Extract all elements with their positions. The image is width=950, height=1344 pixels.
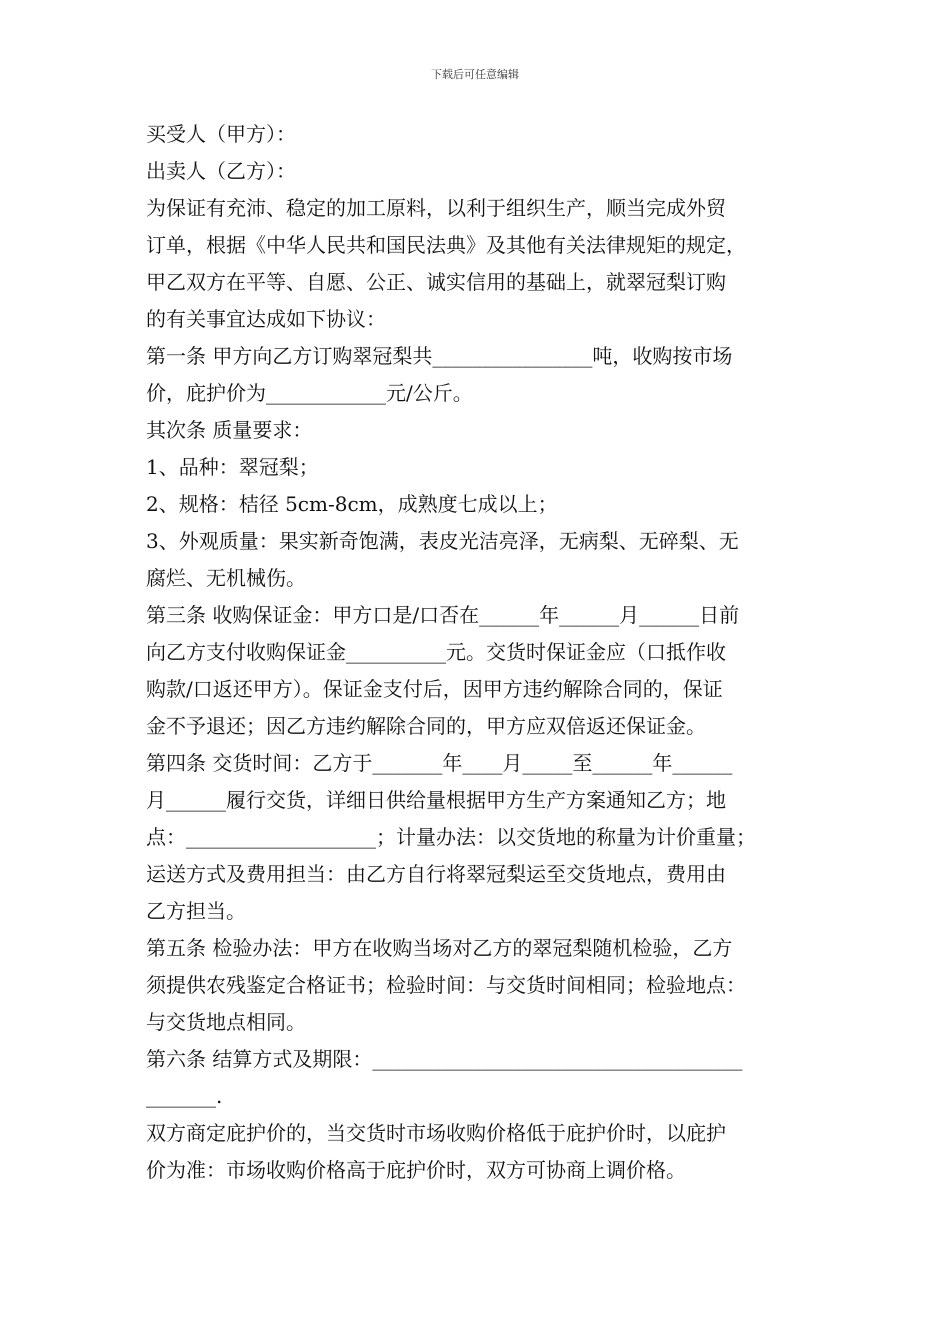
preamble-line: 为保证有充沛、稳定的加工原料，以利于组织生产，顺当完成外贸 (146, 196, 726, 220)
preamble-line: 的有关事宜达成如下协议： (146, 307, 386, 331)
document-body (146, 116, 836, 1189)
article-4-line: 乙方担当。 (146, 899, 246, 923)
article-5-line: 须提供农残鉴定合格证书；检验时间：与交货时间相同；检验地点： (146, 973, 746, 997)
article-4-line: 月______履行交货，详细日供给量根据甲方生产方案通知乙方；地 (146, 788, 726, 812)
article-2-item: 3、外观质量：果实新奇饱满，表皮光洁亮泽，无病梨、无碎梨、无 (146, 529, 739, 553)
article-6-line: 第六条 结算方式及期限：_____________________________________ (146, 1047, 743, 1071)
article-5-line: 与交货地点相同。 (146, 1010, 306, 1034)
article-1-line: 价，庇护价为____________元/公斤。 (146, 381, 473, 405)
article-4-line: 点：___________________；计量办法：以交货地的称量为计价重量； (146, 825, 756, 849)
article-2-item: 2、规格：桔径 5cm-8cm，成熟度七成以上； (146, 492, 558, 516)
preamble-line: 订单，根据《中华人民共和国民法典》及其他有关法律规矩的规定， (146, 233, 746, 257)
article-3-line: 第三条 收购保证金：甲方口是/口否在______年______月______日前 (146, 603, 740, 627)
article-6-line: _______. (146, 1084, 223, 1108)
article-3-line: 向乙方支付收购保证金__________元。交货时保证金应（口抵作收 (146, 640, 726, 664)
seller-line: 出卖人（乙方）： (146, 159, 296, 183)
buyer-line: 买受人（甲方）： (146, 122, 296, 146)
article-4-line: 运送方式及费用担当：由乙方自行将翠冠梨运至交货地点，费用由 (146, 862, 726, 886)
article-4-line: 第四条 交货时间：乙方于_______年____月_____至______年______ (146, 751, 733, 775)
article-3-line: 购款/口返还甲方）。保证金支付后，因甲方违约解除合同的，保证 (146, 677, 723, 701)
article-5-line: 第五条 检验办法：甲方在收购当场对乙方的翠冠梨随机检验，乙方 (146, 936, 733, 960)
article-2-item: 1、品种：翠冠梨； (146, 455, 319, 479)
page-header: 下载后可任意编辑 (431, 68, 519, 81)
article-1-line: 第一条 甲方向乙方订购翠冠梨共________________吨，收购按市场 (146, 344, 733, 368)
article-3-line: 金不予退还；因乙方违约解除合同的，甲方应双倍返还保证金。 (146, 714, 706, 738)
price-protection-line: 价为准：市场收购价格高于庇护价时，双方可协商上调价格。 (146, 1158, 686, 1182)
article-2-heading: 其次条 质量要求： (146, 418, 313, 442)
price-protection-line: 双方商定庇护价的，当交货时市场收购价格低于庇护价时，以庇护 (146, 1121, 726, 1145)
preamble-line: 甲乙双方在平等、自愿、公正、诚实信用的基础上，就翠冠梨订购 (146, 270, 726, 294)
article-2-item: 腐烂、无机械伤。 (146, 566, 306, 590)
